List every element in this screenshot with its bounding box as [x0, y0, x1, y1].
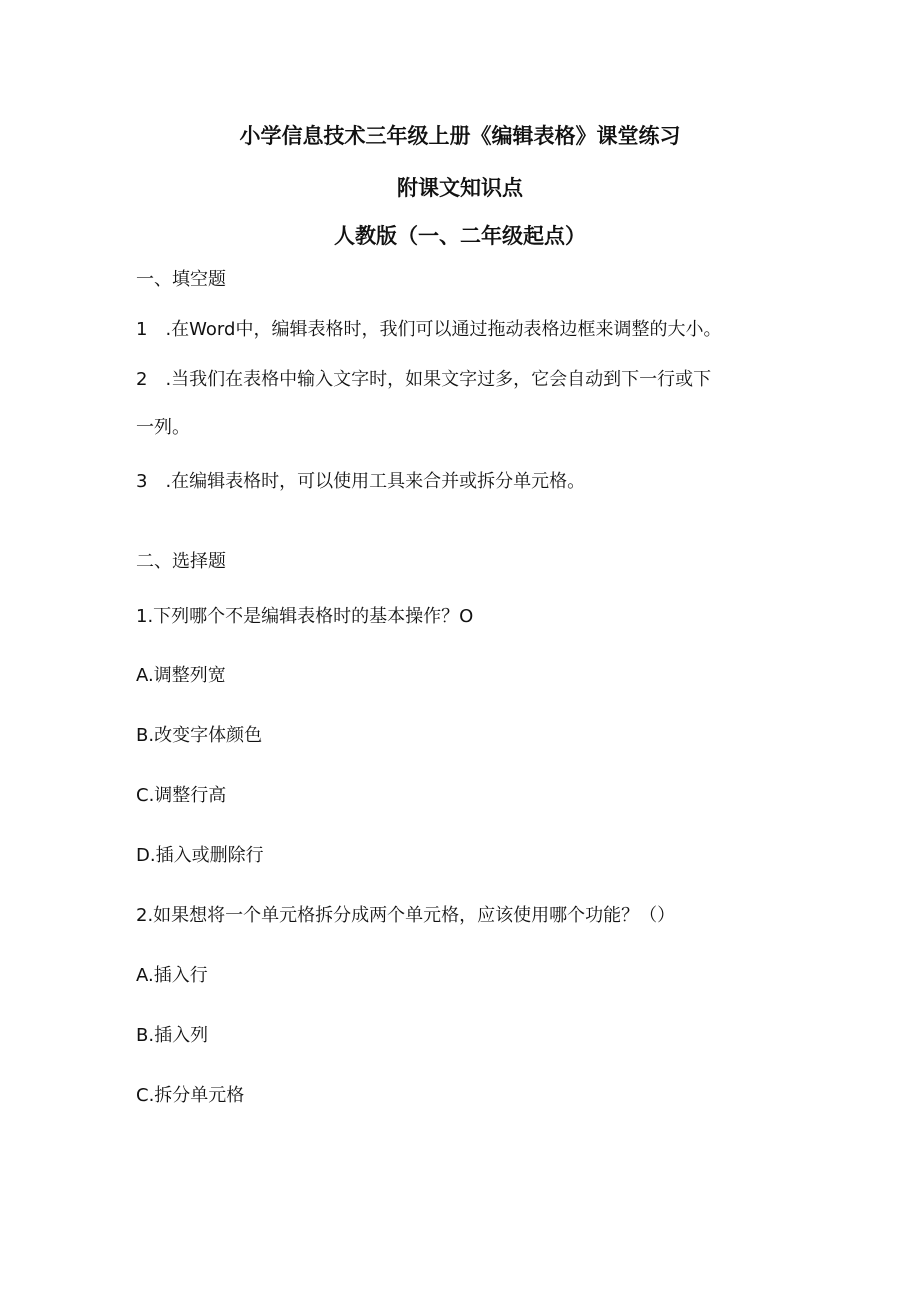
edition-label: 人教版（一、二年级起点） [334, 224, 586, 248]
question-number: 2 [136, 369, 148, 390]
answer-option: B.插入列 [136, 1025, 209, 1046]
section-heading-fill-blank: 一、填空题 [136, 269, 226, 290]
question-text: .当我们在表格中输入文字时，如果文字过多，它会自动到下一行或下 [165, 369, 712, 390]
section-heading-multiple-choice: 二、选择题 [136, 551, 226, 572]
question-item [136, 318, 721, 342]
answer-option: A.调整列宽 [136, 665, 226, 686]
question-text: .在编辑表格时，可以使用工具来合并或拆分单元格。 [165, 471, 586, 492]
question-number: 3 [136, 471, 148, 492]
document-subtitle: 附课文知识点 [397, 176, 523, 200]
answer-option: C.调整行高 [136, 785, 227, 806]
answer-option: B.改变字体颜色 [136, 725, 263, 746]
answer-option: C.拆分单元格 [136, 1085, 245, 1106]
answer-option: A.插入行 [136, 965, 208, 986]
question-item: 2.如果想将一个单元格拆分成两个单元格，应该使用哪个功能？（） [136, 905, 676, 926]
question-item [136, 368, 711, 392]
question-number: 1 [136, 319, 148, 340]
question-item [136, 470, 585, 494]
question-text: .在Word中，编辑表格时，我们可以通过拖动表格边框来调整的大小。 [165, 319, 722, 340]
answer-option: D.插入或删除行 [136, 845, 264, 866]
question-text-continuation: 一列。 [136, 417, 190, 438]
document-title: 小学信息技术三年级上册《编辑表格》课堂练习 [239, 124, 681, 148]
question-item: 1.下列哪个不是编辑表格时的基本操作？O [136, 606, 474, 627]
